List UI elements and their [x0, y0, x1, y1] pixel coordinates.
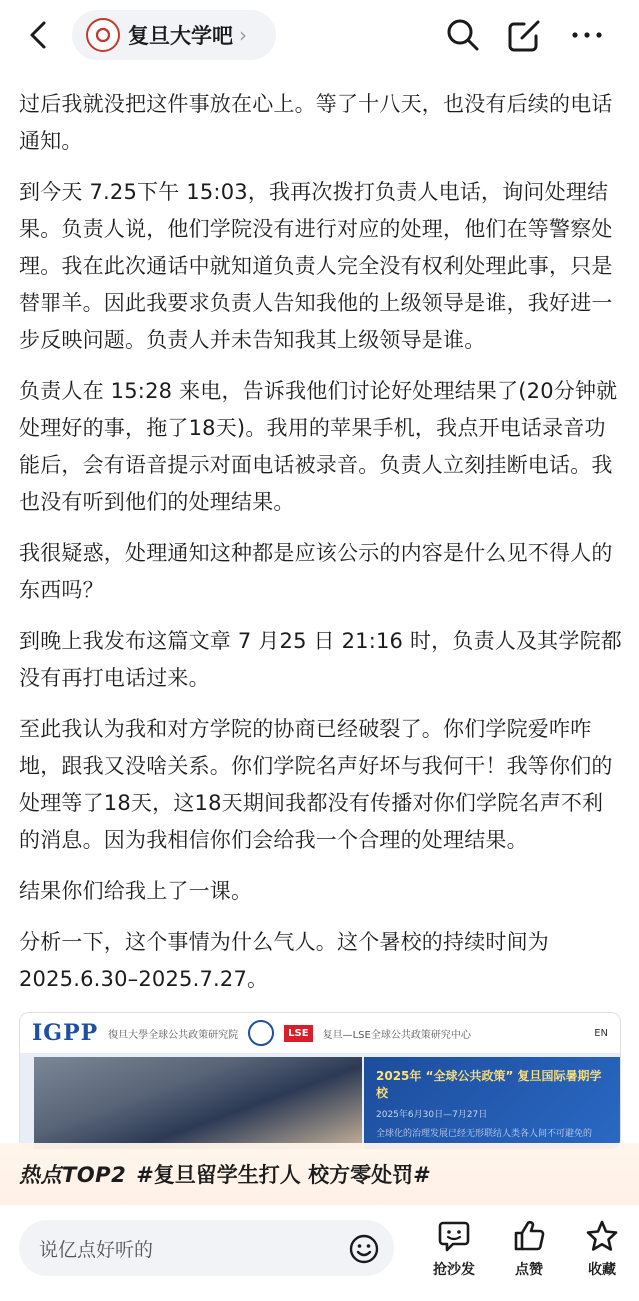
forum-logo-icon	[86, 18, 120, 52]
org-name: 復旦大學全球公共政策研究院	[108, 1029, 239, 1041]
paragraph: 我很疑惑，处理通知这种都是应该公示的内容是什么见不得人的东西吗？	[19, 541, 613, 602]
university-seal-icon	[248, 1020, 274, 1046]
banner-text: 全球化的治理发展已经无形联结人类各人间不可避免的	[376, 1129, 593, 1139]
comment-placeholder: 说亿点好听的	[39, 1238, 154, 1261]
forum-link[interactable]	[72, 10, 276, 60]
emoji-icon[interactable]	[348, 1233, 380, 1265]
igpp-logo: IGPP	[32, 1020, 99, 1046]
comment-button[interactable]	[422, 1219, 486, 1289]
paragraph: 负责人在 15:28 来电，告诉我他们讨论好处理结果了(20分钟就处理好的事，拖了18天)。我用的苹果手机，我点开电话录音功能后，会有语音提示对面电话被录音。负责人立刻挂断电话。我也没有听到他们的处理结果。	[19, 379, 618, 514]
forum-name: 复旦大学吧	[128, 24, 233, 48]
chevron-right-icon: ›	[239, 23, 247, 47]
language-switch: EN	[594, 1027, 608, 1039]
edit-icon[interactable]	[506, 16, 544, 54]
paragraph: 到今天 7.25下午 15:03，我再次拨打负责人电话，询问处理结果。负责人说，他们学院没有进行对应的处理，他们在等警察处理。我在此次通话中就知道负责人完全没有权利处理此事，只是替罪羊。因此我要求负责人告知我他的上级领导是谁，我好进一步反映问题。负责人并未告知我其上级领导是谁。	[19, 180, 613, 352]
back-arrow-icon[interactable]	[22, 18, 56, 52]
embedded-image[interactable]	[19, 1012, 621, 1150]
paragraph: 至此我认为我和对方学院的协商已经破裂了。你们学院爱咋咋地，跟我又没啥关系。你们学院名声好坏与我何干！我等你们的处理等了18天，这18天期间我都没有传播对你们学院名声不利的消息。因为我相信你们会给我一个合理的处理结果。	[19, 717, 613, 852]
hot-topic-bar[interactable]	[0, 1143, 639, 1205]
comment-icon	[437, 1219, 471, 1253]
paragraph: 过后我就没把这件事放在心上。等了十八天，也没有后续的电话通知。	[19, 92, 613, 153]
post-body	[19, 86, 623, 1012]
banner-title: 2025年 “全球公共政策” 复旦国际暑期学校	[376, 1069, 602, 1100]
like-button[interactable]	[497, 1219, 561, 1289]
comment-label: 抢沙发	[433, 1262, 475, 1278]
image-header	[20, 1013, 620, 1053]
summer-school-banner	[364, 1057, 621, 1150]
favorite-label: 收藏	[588, 1262, 616, 1278]
like-label: 点赞	[515, 1262, 543, 1278]
star-icon	[585, 1219, 619, 1253]
top-bar	[0, 0, 639, 72]
thumbs-up-icon	[512, 1219, 546, 1253]
hot-rank-badge: 热点TOP2	[19, 1163, 127, 1187]
favorite-button[interactable]	[570, 1219, 634, 1289]
paragraph: 分析一下，这个事情为什么气人。这个暑校的持续时间为 2025.6.30–2025.7.27。	[19, 930, 549, 991]
search-icon[interactable]	[444, 16, 482, 54]
hot-topic-text: #复旦留学生打人 校方零处罚#	[136, 1163, 431, 1187]
paragraph: 到晚上我发布这篇文章 7 月25 日 21:16 时，负责人及其学院都没有再打电话过来。	[19, 629, 622, 690]
paragraph: 结果你们给我上了一课。	[19, 879, 253, 903]
bottom-bar	[0, 1205, 639, 1301]
classroom-photo	[34, 1057, 362, 1150]
center-name: 复旦—LSE全球公共政策研究中心	[322, 1029, 471, 1041]
banner-date: 2025年6月30日—7月27日	[376, 1110, 488, 1120]
lse-logo: LSE	[284, 1025, 312, 1042]
more-icon[interactable]	[568, 16, 606, 54]
comment-input[interactable]	[19, 1220, 394, 1276]
